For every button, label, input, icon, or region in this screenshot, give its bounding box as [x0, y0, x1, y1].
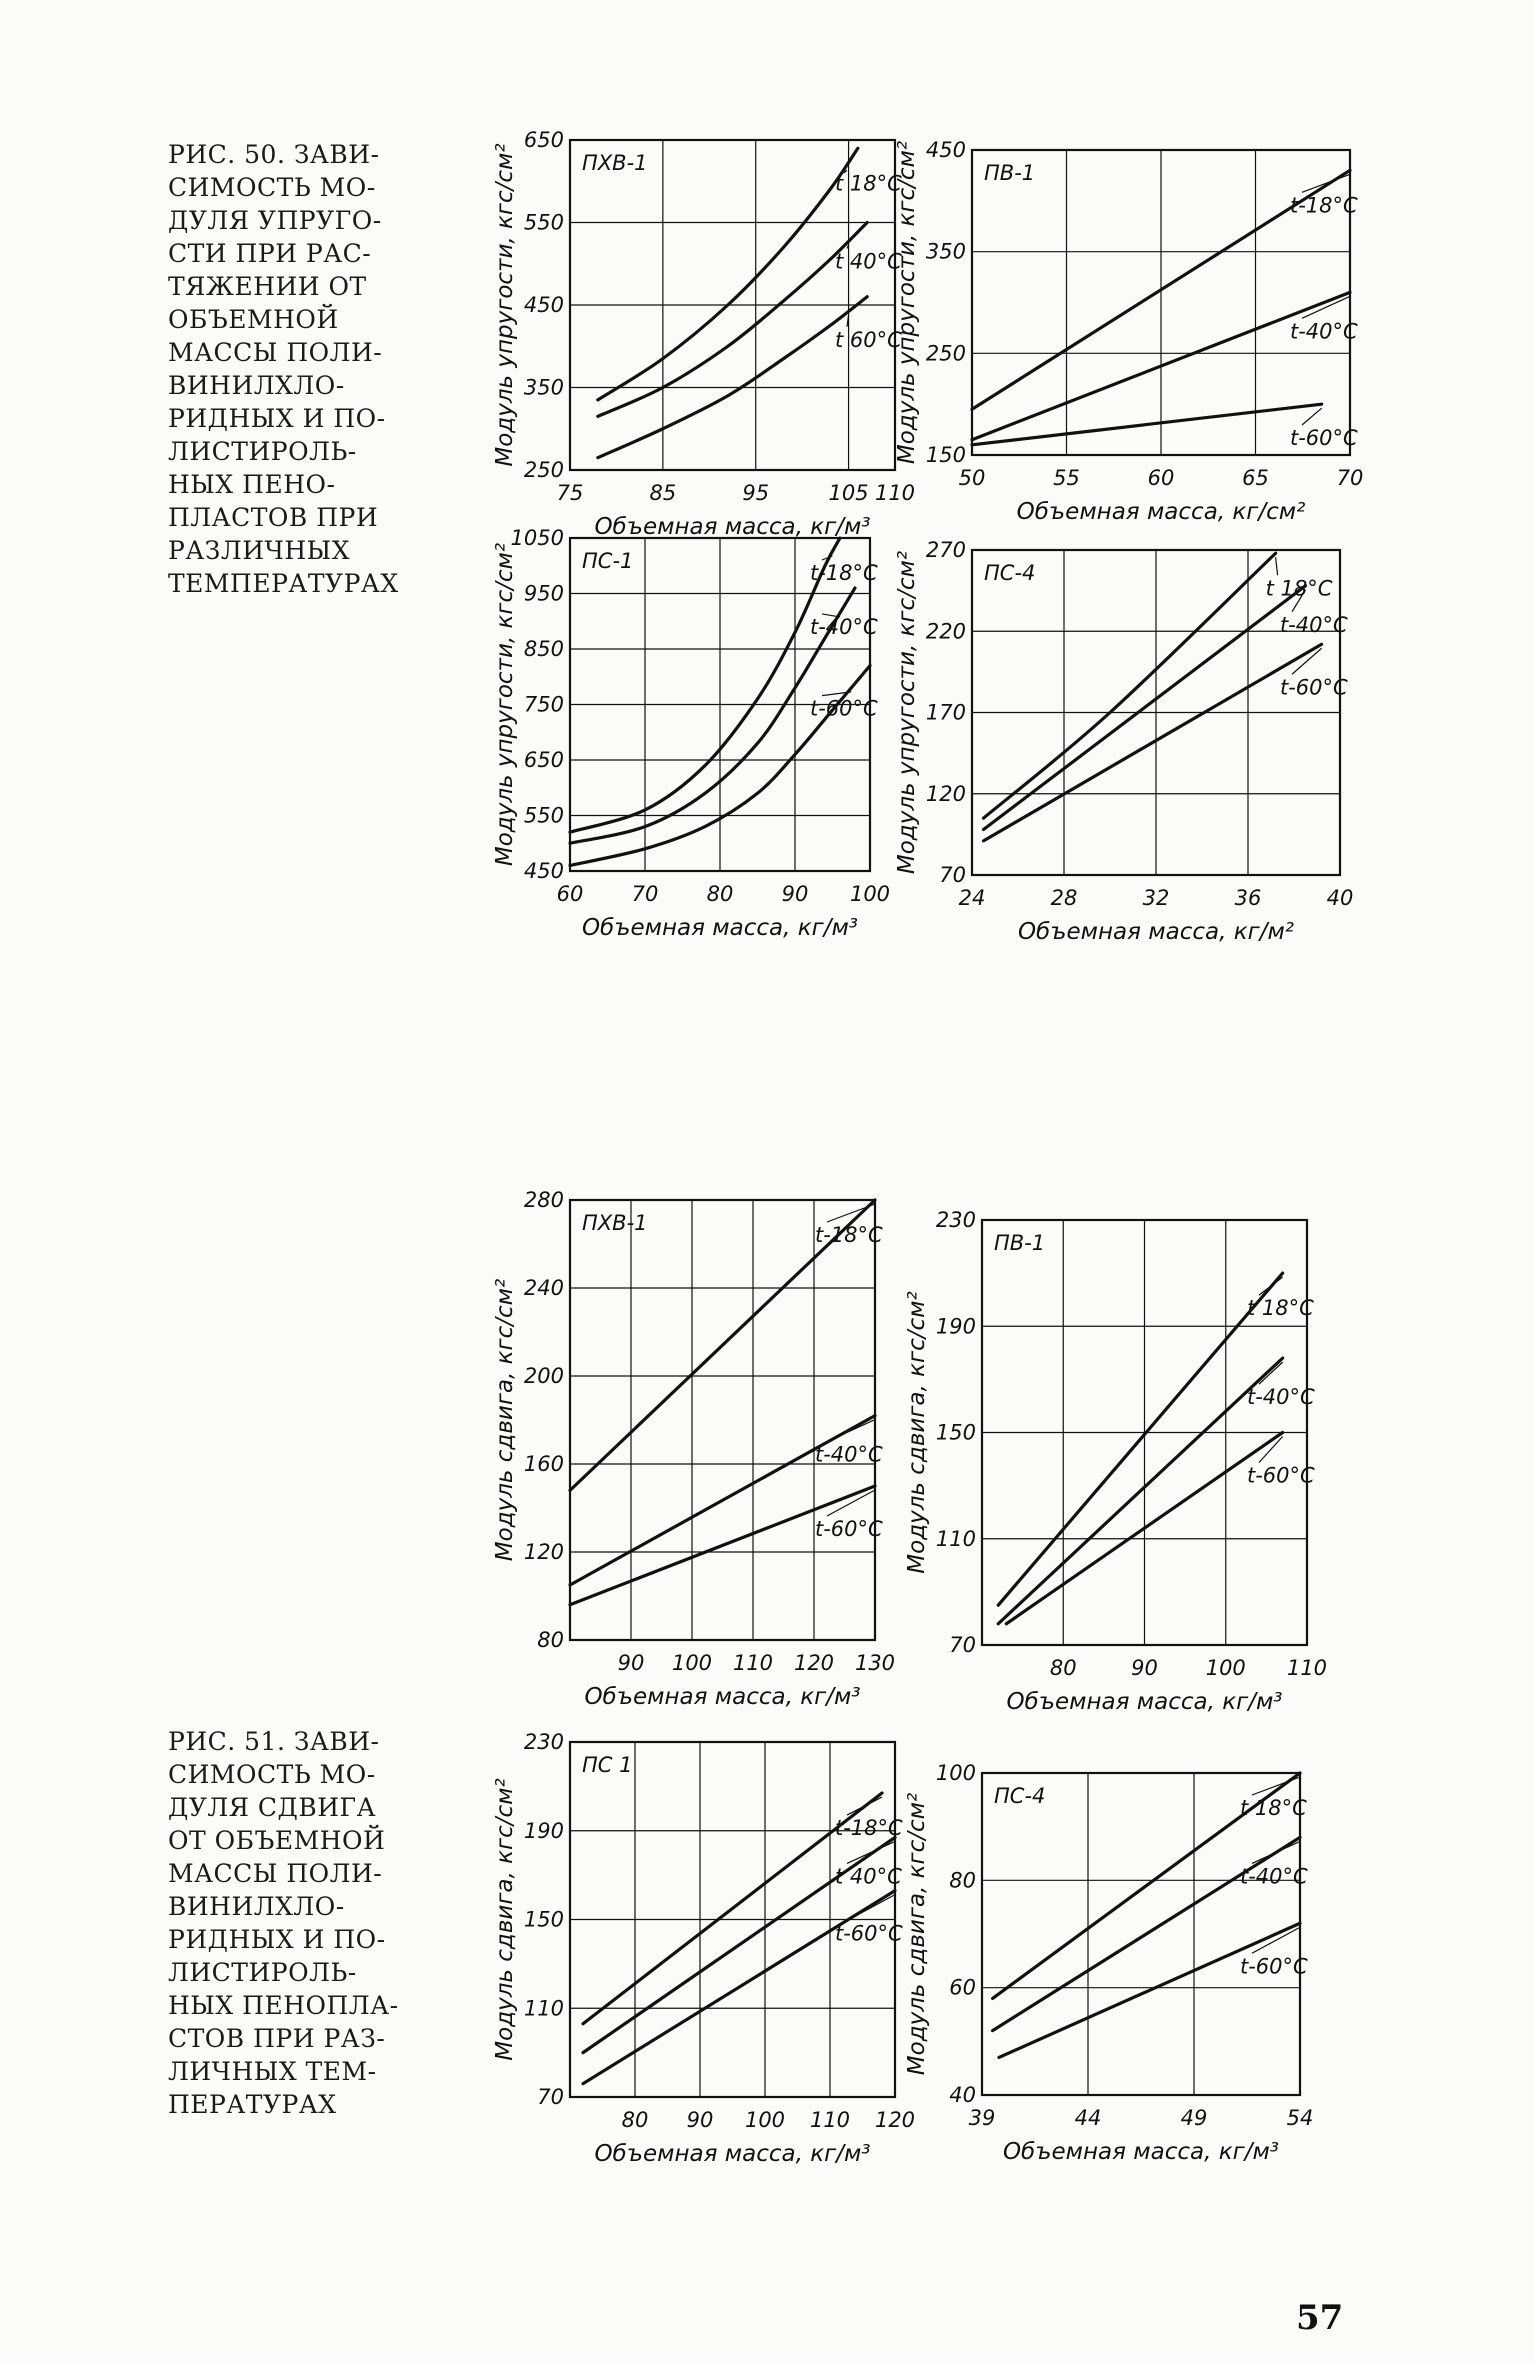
y-tick-label: 550 [523, 210, 564, 235]
panel-label: ПВ-1 [994, 1231, 1046, 1255]
x-tick-label: 28 [1050, 886, 1078, 910]
x-tick-label: 110 [732, 1651, 774, 1675]
x-tick-label: 85 [649, 481, 677, 505]
y-tick-label: 750 [523, 692, 564, 717]
y-tick-label: 240 [523, 1276, 564, 1300]
y-tick-label: 120 [523, 1540, 564, 1564]
caption-line: РАЗЛИЧНЫХ [168, 536, 351, 565]
y-tick-label: 450 [523, 859, 564, 883]
x-tick-label: 120 [874, 2108, 916, 2132]
caption-line: СИМОСТЬ МО- [168, 173, 376, 202]
chart-svg [892, 538, 1396, 970]
chart-svg [902, 1208, 1363, 1740]
x-tick-label: 70 [1336, 466, 1364, 490]
figure-51-caption [168, 1725, 436, 2121]
chart-svg [902, 1761, 1356, 2190]
panel-label: ПВ-1 [984, 161, 1036, 185]
series-label: t 18°C [1247, 1296, 1314, 1321]
caption-line: МАССЫ ПОЛИ- [168, 1859, 383, 1888]
caption-line: МАССЫ ПОЛИ- [168, 338, 383, 367]
caption-line: СТОВ ПРИ РАЗ- [168, 2024, 386, 2053]
y-axis-label: Модуль сдвига, кгс/см² [904, 1792, 930, 2076]
panel-label: ПС 1 [582, 1753, 633, 1777]
y-tick-label: 230 [523, 1730, 564, 1754]
y-tick-label: 650 [523, 128, 564, 152]
x-tick-label: 110 [874, 481, 916, 505]
y-tick-label: 170 [925, 700, 966, 725]
x-tick-label: 40 [1326, 886, 1354, 910]
y-tick-label: 230 [935, 1208, 976, 1232]
chart-fig50-ps4 [892, 538, 1396, 970]
caption-line: РИДНЫХ И ПО- [168, 404, 386, 433]
y-axis-label: Модуль упругости, кгс/см² [894, 550, 920, 875]
y-tick-label: 40 [949, 2083, 976, 2107]
x-tick-label: 90 [686, 2108, 714, 2132]
chart-fig51-ps1 [490, 1730, 951, 2192]
y-axis-label: Модуль сдвига, кгс/см² [492, 1778, 518, 2061]
x-tick-label: 100 [671, 1651, 713, 1675]
caption-line: ТЕМПЕРАТУРАХ [168, 569, 399, 598]
y-tick-label: 270 [925, 538, 966, 562]
y-tick-label: 150 [925, 443, 966, 467]
panel-label: ПС-1 [582, 549, 634, 573]
series-label: t-60°C [1247, 1463, 1315, 1488]
series-label: t-40°C [810, 614, 878, 639]
y-tick-label: 550 [523, 803, 564, 828]
series-label-leader [1302, 174, 1350, 192]
x-tick-label: 105 [828, 481, 869, 505]
x-tick-label: 24 [958, 886, 986, 910]
caption-line: ДУЛЯ СДВИГА [168, 1793, 377, 1822]
y-tick-label: 280 [523, 1188, 564, 1212]
caption-line: СИМОСТЬ МО- [168, 1760, 376, 1789]
x-tick-label: 80 [1049, 1656, 1077, 1680]
y-tick-label: 250 [925, 341, 966, 366]
x-tick-label: 80 [706, 882, 734, 906]
x-axis-label: Объемная масса, кг/м³ [581, 915, 859, 941]
y-tick-label: 190 [523, 1818, 564, 1843]
series-label-leader [1259, 1362, 1283, 1384]
x-tick-label: 36 [1234, 886, 1262, 910]
series-label: t-60°C [810, 696, 878, 721]
chart-fig50-pv1 [892, 138, 1406, 550]
series-label: t-60°C [1290, 426, 1358, 450]
panel-label: ПС-4 [984, 561, 1036, 585]
caption-line: ДУЛЯ УПРУГО- [168, 206, 382, 235]
x-axis-label: Объемная масса, кг/м³ [594, 2141, 871, 2167]
y-tick-label: 850 [523, 637, 564, 661]
caption-line: ОБЪЕМНОЙ [168, 305, 339, 334]
y-axis-label: Модуль сдвига, кгс/см² [904, 1291, 930, 1574]
y-tick-label: 60 [949, 1975, 976, 2000]
chart-svg [490, 1188, 931, 1735]
x-tick-label: 65 [1242, 466, 1269, 490]
x-tick-label: 54 [1286, 2106, 1314, 2130]
x-tick-label: 110 [809, 2108, 851, 2132]
series-line [598, 297, 867, 458]
chart-fig51-ps4 [902, 1761, 1356, 2190]
x-axis-label: Объемная масса, кг/м³ [1006, 1689, 1283, 1715]
series-label: t-40°C [1280, 612, 1348, 637]
y-tick-label: 80 [949, 1868, 976, 1893]
caption-line: ЛИСТИРОЛЬ- [168, 1958, 357, 1987]
series-label: t 18°C [1265, 576, 1333, 601]
y-tick-label: 350 [523, 375, 564, 400]
y-tick-label: 80 [537, 1628, 564, 1652]
x-tick-label: 130 [854, 1651, 896, 1675]
y-tick-label: 70 [537, 2085, 564, 2109]
series-label-leader [1259, 1277, 1283, 1295]
caption-line: НЫХ ПЕНОПЛА- [168, 1991, 399, 2020]
y-tick-label: 160 [523, 1452, 564, 1476]
series-label-leader [847, 1841, 895, 1863]
caption-line: ОТ ОБЪЕМНОЙ [168, 1826, 386, 1855]
y-tick-label: 100 [935, 1761, 976, 1785]
x-tick-label: 90 [781, 882, 809, 906]
x-tick-label: 50 [958, 466, 986, 490]
x-tick-label: 100 [1205, 1656, 1246, 1680]
caption-line: РИС. 51. ЗАВИ- [168, 1727, 380, 1756]
series-label: t-60°C [835, 1921, 903, 1946]
y-tick-label: 220 [925, 619, 966, 644]
plot-frame [570, 1200, 875, 1640]
y-axis-label: Модуль сдвига, кгс/см² [492, 1278, 518, 1562]
caption-line: ЛИЧНЫХ ТЕМ- [168, 2057, 377, 2086]
y-tick-label: 70 [949, 1633, 976, 1657]
series-label-leader [1302, 408, 1322, 425]
chart-fig50-pxv1 [490, 128, 951, 565]
series-label: t-40°C [815, 1442, 883, 1467]
x-tick-label: 80 [621, 2108, 649, 2132]
series-line [998, 1358, 1282, 1624]
series-line [972, 404, 1322, 445]
y-tick-label: 950 [523, 581, 564, 606]
chart-fig51-pv1 [902, 1208, 1363, 1740]
x-tick-label: 100 [744, 2108, 786, 2132]
series-label: t 40°C [835, 249, 902, 274]
series-label: t-18°C [810, 561, 878, 585]
series-line [598, 148, 858, 400]
series-label-leader [847, 1895, 895, 1921]
series-label: t-40°C [1290, 319, 1358, 344]
y-tick-label: 650 [523, 748, 564, 772]
y-tick-label: 190 [935, 1314, 976, 1339]
y-tick-label: 150 [523, 1907, 564, 1932]
series-line [999, 1923, 1300, 2057]
y-tick-label: 1050 [510, 526, 564, 550]
x-tick-label: 90 [1131, 1656, 1158, 1680]
caption-line: ЛИСТИРОЛЬ- [168, 437, 357, 466]
series-label-leader [1252, 1841, 1300, 1863]
x-tick-label: 49 [1180, 2106, 1208, 2130]
chart-svg [490, 1730, 951, 2192]
x-tick-label: 55 [1053, 466, 1080, 490]
caption-line: ВИНИЛХЛО- [168, 1892, 345, 1921]
plot-frame [982, 1773, 1300, 2095]
series-label: t-18°C [815, 1223, 883, 1247]
y-tick-label: 250 [523, 458, 564, 482]
caption-line: ПЕРАТУРАХ [168, 2090, 337, 2119]
series-line [984, 586, 1306, 830]
series-label-leader [847, 1797, 882, 1815]
y-tick-label: 120 [925, 781, 966, 806]
x-axis-label: Объемная масса, кг/м² [1017, 919, 1295, 945]
x-tick-label: 90 [617, 1651, 645, 1675]
y-axis-label: Модуль упругости, кгс/см² [492, 542, 518, 867]
chart-svg [892, 138, 1406, 550]
series-line [998, 1273, 1282, 1605]
chart-svg [490, 128, 951, 565]
caption-line: СТИ ПРИ РАС- [168, 239, 372, 268]
series-label: t-40°C [1240, 1864, 1308, 1889]
chart-fig50-ps1 [490, 526, 926, 966]
x-axis-label: Объемная масса, кг/м³ [594, 514, 871, 540]
series-label: t-60°C [815, 1517, 883, 1541]
caption-line: РИС. 50. ЗАВИ- [168, 140, 380, 169]
series-line [570, 1486, 875, 1605]
x-tick-label: 32 [1142, 886, 1170, 910]
series-label-leader [1276, 557, 1278, 575]
series-label: t 60°C [835, 327, 902, 352]
x-tick-label: 100 [849, 882, 891, 906]
y-tick-label: 150 [935, 1420, 976, 1445]
x-tick-label: 75 [556, 481, 584, 505]
x-tick-label: 110 [1286, 1656, 1328, 1680]
series-label: t-18°C [835, 1816, 903, 1841]
series-label-leader [827, 1420, 875, 1442]
caption-line: НЫХ ПЕНО- [168, 470, 336, 499]
x-axis-label: Объемная масса, кг/м³ [584, 1684, 861, 1710]
y-tick-label: 110 [523, 1996, 564, 2021]
y-axis-label: Модуль упругости, кгс/см² [894, 140, 920, 465]
panel-label: ПХВ-1 [582, 1211, 648, 1235]
series-label: t-18°C [1290, 193, 1358, 218]
x-tick-label: 70 [631, 882, 659, 906]
caption-line: ВИНИЛХЛО- [168, 371, 345, 400]
series-label-leader [827, 1204, 875, 1222]
figure-50-caption [168, 138, 436, 600]
chart-fig51-pxv1 [490, 1188, 931, 1735]
series-label: t-60°C [1240, 1954, 1308, 1979]
x-tick-label: 44 [1074, 2106, 1102, 2130]
y-tick-label: 450 [925, 138, 966, 162]
x-tick-label: 120 [793, 1651, 835, 1675]
panel-label: ПХВ-1 [582, 151, 648, 175]
series-label: t 18°C [1240, 1796, 1307, 1820]
x-tick-label: 39 [968, 2106, 996, 2130]
series-line [984, 553, 1276, 818]
series-line [570, 538, 840, 832]
x-axis-label: Объемная масса, кг/см² [1016, 499, 1306, 525]
y-tick-label: 70 [939, 863, 966, 887]
page-number: 57 [1296, 2298, 1344, 2338]
x-tick-label: 95 [742, 481, 770, 505]
caption-line: ПЛАСТОВ ПРИ [168, 503, 379, 532]
y-tick-label: 450 [523, 293, 564, 317]
caption-line: ТЯЖЕНИИ ОТ [168, 272, 367, 301]
chart-svg [490, 526, 926, 966]
y-tick-label: 200 [523, 1364, 564, 1388]
x-axis-label: Объемная масса, кг/м³ [1002, 2139, 1280, 2165]
x-tick-label: 60 [556, 882, 584, 906]
series-label: t 18°C [835, 171, 902, 196]
panel-label: ПС-4 [994, 1784, 1046, 1808]
y-tick-label: 110 [935, 1526, 976, 1551]
series-label: t-60°C [1280, 675, 1348, 700]
x-tick-label: 60 [1147, 466, 1175, 490]
caption-line: РИДНЫХ И ПО- [168, 1925, 386, 1954]
y-tick-label: 350 [925, 239, 966, 264]
series-label: t-40°C [1247, 1385, 1315, 1410]
series-label: t 40°C [835, 1864, 902, 1889]
y-axis-label: Модуль упругости, кгс/см² [492, 143, 518, 467]
